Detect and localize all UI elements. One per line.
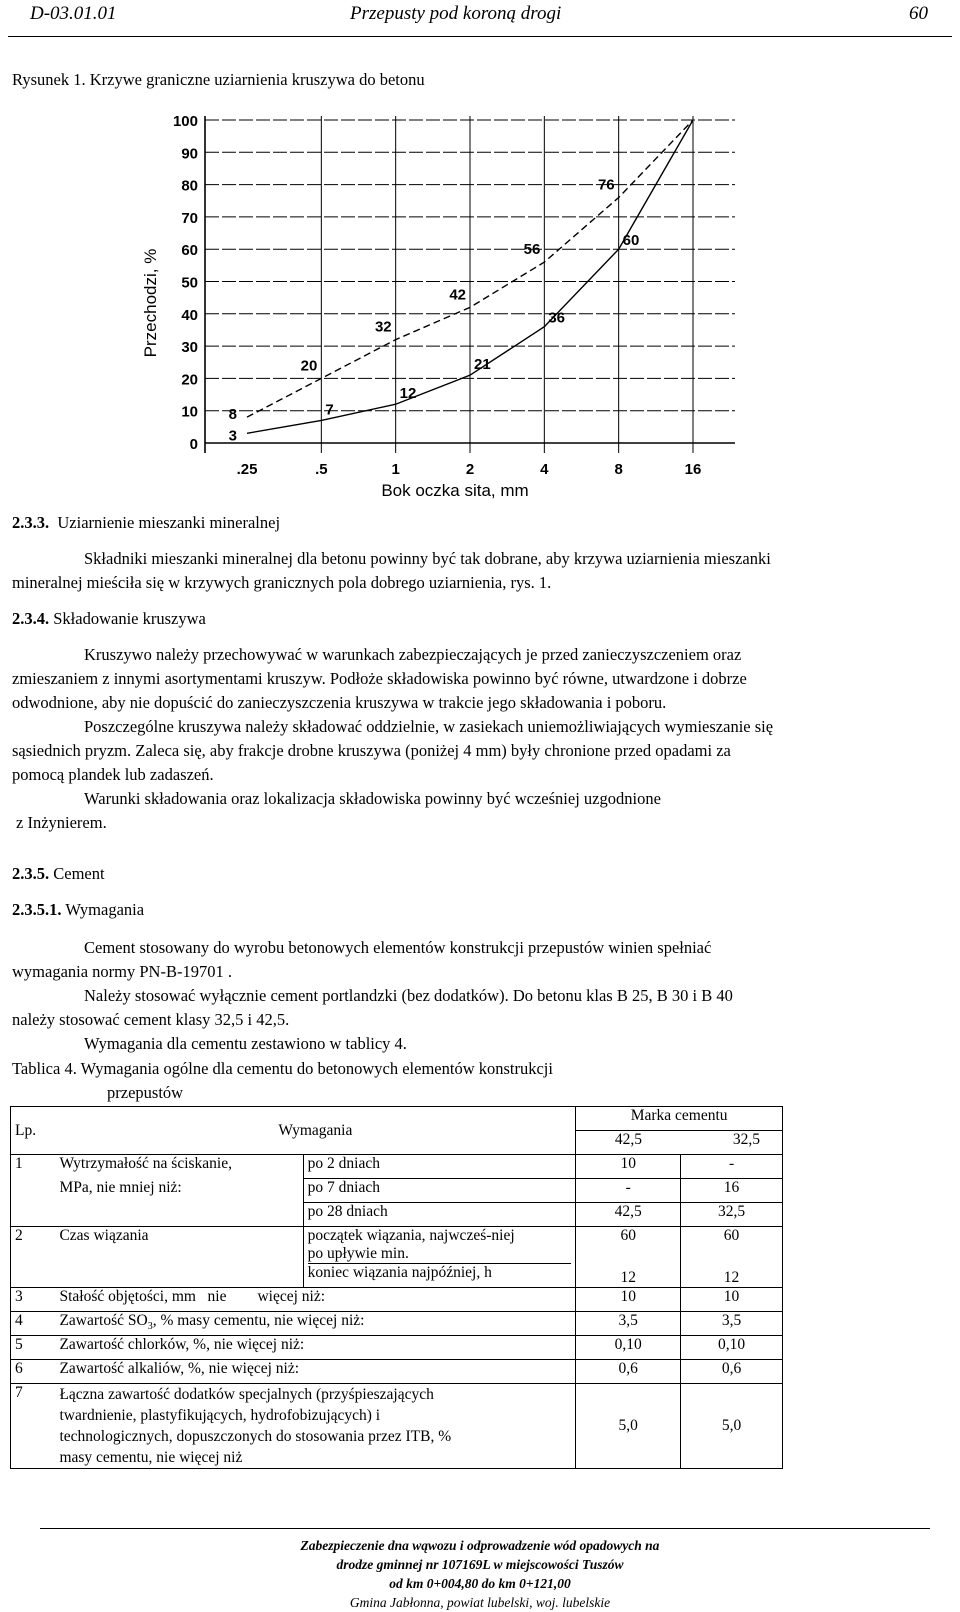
cell-value: 12 xyxy=(576,1264,681,1288)
text-line: wymagania normy PN-B-19701 . xyxy=(12,962,232,981)
cell-sub: koniec wiązania najpóźniej, h xyxy=(303,1264,576,1288)
x-tick-label: 4 xyxy=(540,461,549,478)
cell-value: 16 xyxy=(681,1179,783,1203)
cell-value: 32,5 xyxy=(681,1203,783,1227)
cell-value: 5,0 xyxy=(681,1384,783,1469)
cell-lp: 2 xyxy=(11,1227,56,1265)
header-grade-325: 32,5 xyxy=(681,1131,783,1155)
cell-sub-line: początek wiązania, najwcześ-niej xyxy=(307,1227,515,1244)
header-grade-425: 42,5 xyxy=(576,1131,681,1155)
table-row xyxy=(11,1155,783,1179)
text-line: mineralnej mieściła się w krzywych granicznych pola dobrego uziarnienia, rys. 1. xyxy=(12,573,552,592)
chart-axes xyxy=(173,113,701,478)
y-axis-label: Przechodzi, % xyxy=(141,248,160,358)
cell-requirement: MPa, nie mniej niż: xyxy=(59,1178,182,1196)
cell-lp: 3 xyxy=(11,1288,56,1312)
table-row xyxy=(11,1227,783,1265)
table-caption-line: przepustów xyxy=(107,1083,184,1102)
cell-value: 42,5 xyxy=(576,1203,681,1227)
data-point-label: 3 xyxy=(228,427,237,445)
y-tick-label: 40 xyxy=(181,306,198,324)
table-caption xyxy=(12,1057,553,1105)
y-tick-label: 0 xyxy=(189,436,198,453)
data-point-label: 42 xyxy=(449,286,466,304)
cell-value: 12 xyxy=(681,1264,783,1288)
cell-text: , % masy cementu, nie więcej niż: xyxy=(152,1312,365,1329)
table-row xyxy=(11,1336,783,1360)
header-lp: Lp. xyxy=(11,1107,56,1155)
cell-value: 0,6 xyxy=(681,1360,783,1384)
cell-value: 0,6 xyxy=(576,1360,681,1384)
cell-lp: 6 xyxy=(11,1360,56,1384)
footer-line: drodze gminnej nr 107169L w miejscowości Tuszów xyxy=(336,1557,624,1572)
cell-requirement: Zawartość alkaliów, %, nie więcej niż: xyxy=(55,1360,575,1384)
data-point-label: 36 xyxy=(548,309,566,327)
section-title: Wymagania xyxy=(65,900,145,919)
x-axis-label: Bok oczka sita, mm xyxy=(381,481,529,500)
text-line: Cement stosowany do wyrobu betonowych elementów konstrukcji przepustów winien spełniać xyxy=(84,938,712,957)
table-row xyxy=(11,1312,783,1336)
y-tick-label: 20 xyxy=(181,371,198,389)
section-title: Składowanie kruszywa xyxy=(53,609,206,628)
section-2-3-5-1-heading xyxy=(12,900,144,920)
document-code: D-03.01.01 xyxy=(30,3,117,24)
text-line: pomocą plandek lub zadaszeń. xyxy=(12,765,214,784)
cell-text: technologicznych, dopuszczonych do stosowania przez ITB, % xyxy=(59,1428,452,1445)
text-line: Poszczególne kruszywa należy składować oddzielnie, w zasiekach uniemożliwiających wymieszanie się xyxy=(84,717,774,736)
cell-lp: 5 xyxy=(11,1336,56,1360)
grading-curve-chart xyxy=(130,108,750,508)
section-2-3-4-body xyxy=(12,643,773,835)
cell-sub xyxy=(303,1227,576,1265)
x-tick-label: .5 xyxy=(315,461,328,478)
section-number: 2.3.5.1. xyxy=(12,900,62,919)
cell-value: 60 xyxy=(681,1227,783,1265)
footer-line: od km 0+004,80 do km 0+121,00 xyxy=(389,1576,571,1591)
cell-value: 3,5 xyxy=(681,1312,783,1336)
x-tick-label: 16 xyxy=(684,461,702,478)
text-line: z Inżynierem. xyxy=(16,813,107,832)
cell-value: 10 xyxy=(576,1155,681,1179)
y-tick-label: 100 xyxy=(172,113,198,130)
section-number: 2.3.3. xyxy=(12,513,50,532)
cell-text: Łączna zawartość dodatków specjalnych (przyśpieszających xyxy=(59,1386,434,1403)
data-point-label: 12 xyxy=(399,385,417,403)
header-cement-grade: Marka cementu xyxy=(576,1107,783,1131)
text-line: Należy stosować wyłącznie cement portlandzki (bez dodatków). Do betonu klas B 25, B 30 i B 40 xyxy=(84,986,733,1005)
cell-text: Zawartość SO xyxy=(59,1312,148,1329)
table-row xyxy=(11,1360,783,1384)
data-point-label: 8 xyxy=(228,406,237,424)
figure-caption: Rysunek 1. Krzywe graniczne uziarnienia kruszywa do betonu xyxy=(12,70,425,89)
document-title: Przepusty pod koroną drogi xyxy=(350,3,562,24)
x-tick-label: .25 xyxy=(236,461,258,478)
x-tick-label: 8 xyxy=(614,461,623,478)
cell-value: - xyxy=(681,1155,783,1179)
section-title: Uziarnienie mieszanki mineralnej xyxy=(57,513,281,532)
cement-requirements-table xyxy=(10,1106,783,1469)
text-line: Wymagania dla cementu zestawiono w tablicy 4. xyxy=(84,1034,407,1053)
page-header xyxy=(0,0,960,40)
subscript: 3 xyxy=(147,1321,153,1333)
data-point-label: 76 xyxy=(597,176,615,194)
cell-value: 10 xyxy=(576,1288,681,1312)
cell-value: 0,10 xyxy=(681,1336,783,1360)
data-point-label: 60 xyxy=(622,232,640,250)
footer-line: Zabezpieczenie dna wąwozu i odprowadzenie wód opadowych na xyxy=(300,1538,660,1553)
y-tick-label: 30 xyxy=(181,339,198,357)
data-point-label: 32 xyxy=(374,318,392,336)
header-rule xyxy=(8,36,952,37)
section-title: Cement xyxy=(53,864,105,883)
cell-requirement: Stałość objętości, mm nie więcej niż: xyxy=(55,1288,575,1312)
section-2-3-5-heading xyxy=(12,864,105,884)
chart-grid xyxy=(205,116,735,453)
text-line: Składniki mieszanki mineralnej dla betonu powinny być tak dobrane, aby krzywa uziarnienia mieszanki xyxy=(84,549,771,568)
cell-requirement xyxy=(55,1312,575,1336)
section-2-3-5-1-body xyxy=(12,936,733,1056)
cell-value: - xyxy=(576,1179,681,1203)
data-point-label: 21 xyxy=(474,356,491,374)
cell-requirement xyxy=(55,1384,575,1469)
text-line: odwodnione, aby nie dopuścić do zanieczyszczenia kruszywa w trakcie jego składowania i poboru. xyxy=(12,693,667,712)
table-row xyxy=(11,1179,783,1203)
cell-sub-line: po upływie min. xyxy=(308,1245,572,1264)
x-tick-label: 1 xyxy=(391,461,400,478)
cell-lp: 4 xyxy=(11,1312,56,1336)
cell-text: twardnienie, plastyfikujących, hydrofobizujących) i xyxy=(59,1407,381,1424)
section-number: 2.3.4. xyxy=(12,609,50,628)
data-point-label: 7 xyxy=(325,401,334,419)
table-row xyxy=(11,1203,783,1227)
table-row xyxy=(11,1384,783,1469)
cell-sub: po 2 dniach xyxy=(303,1155,576,1179)
cell-lp: 1 xyxy=(11,1155,56,1179)
data-point-label: 56 xyxy=(523,241,541,259)
cell-sub: po 28 dniach xyxy=(303,1203,576,1227)
page-footer xyxy=(0,1528,960,1612)
footer-line: Gmina Jabłonna, powiat lubelski, woj. lubelskie xyxy=(349,1595,611,1610)
cell-text: masy cementu, nie więcej niż xyxy=(59,1449,243,1466)
cell-value: 5,0 xyxy=(576,1384,681,1469)
cell-lp: 7 xyxy=(11,1384,56,1469)
text-line: sąsiednich pryzm. Zaleca się, aby frakcje drobne kruszywa (poniżej 4 mm) były chronione przed opadami za xyxy=(12,741,731,760)
cell-value: 60 xyxy=(576,1227,681,1265)
cell-requirement: Czas wiązania xyxy=(59,1227,149,1244)
cell-value: 3,5 xyxy=(576,1312,681,1336)
y-tick-label: 50 xyxy=(181,274,198,292)
y-tick-label: 10 xyxy=(181,403,198,421)
y-tick-label: 90 xyxy=(181,145,198,163)
header-requirements: Wymagania xyxy=(55,1107,575,1155)
section-2-3-4-heading xyxy=(12,609,206,629)
y-tick-label: 70 xyxy=(181,209,198,227)
cell-value: 10 xyxy=(681,1288,783,1312)
cell-requirement: Zawartość chlorków, %, nie więcej niż: xyxy=(55,1336,575,1360)
section-number: 2.3.5. xyxy=(12,864,50,883)
section-2-3-3-heading xyxy=(12,513,280,533)
cell-value: 0,10 xyxy=(576,1336,681,1360)
y-tick-label: 60 xyxy=(181,242,198,260)
text-line: Warunki składowania oraz lokalizacja składowiska powinny być wcześniej uzgodnione xyxy=(84,789,661,808)
x-tick-label: 2 xyxy=(465,461,475,478)
table-row xyxy=(11,1264,783,1288)
cell-requirement: Wytrzymałość na ściskanie, xyxy=(59,1155,232,1172)
data-point-label: 20 xyxy=(300,357,318,375)
text-line: należy stosować cement klasy 32,5 i 42,5. xyxy=(12,1010,290,1029)
text-line: zmieszaniem z innymi asortymentami kruszyw. Podłoże składowiska powinno być równe, utwardzone i dobrze xyxy=(12,669,747,688)
table-row xyxy=(11,1288,783,1312)
text-line: Kruszywo należy przechowywać w warunkach zabezpieczających je przed zanieczyszczeniem oraz xyxy=(84,645,742,664)
table-caption-line: Tablica 4. Wymagania ogólne dla cementu do betonowych elementów konstrukcji xyxy=(12,1059,553,1078)
page-number: 60 xyxy=(909,3,928,24)
section-2-3-3-body xyxy=(12,547,771,595)
y-tick-label: 80 xyxy=(181,177,198,195)
cell-sub: po 7 dniach xyxy=(303,1179,576,1203)
